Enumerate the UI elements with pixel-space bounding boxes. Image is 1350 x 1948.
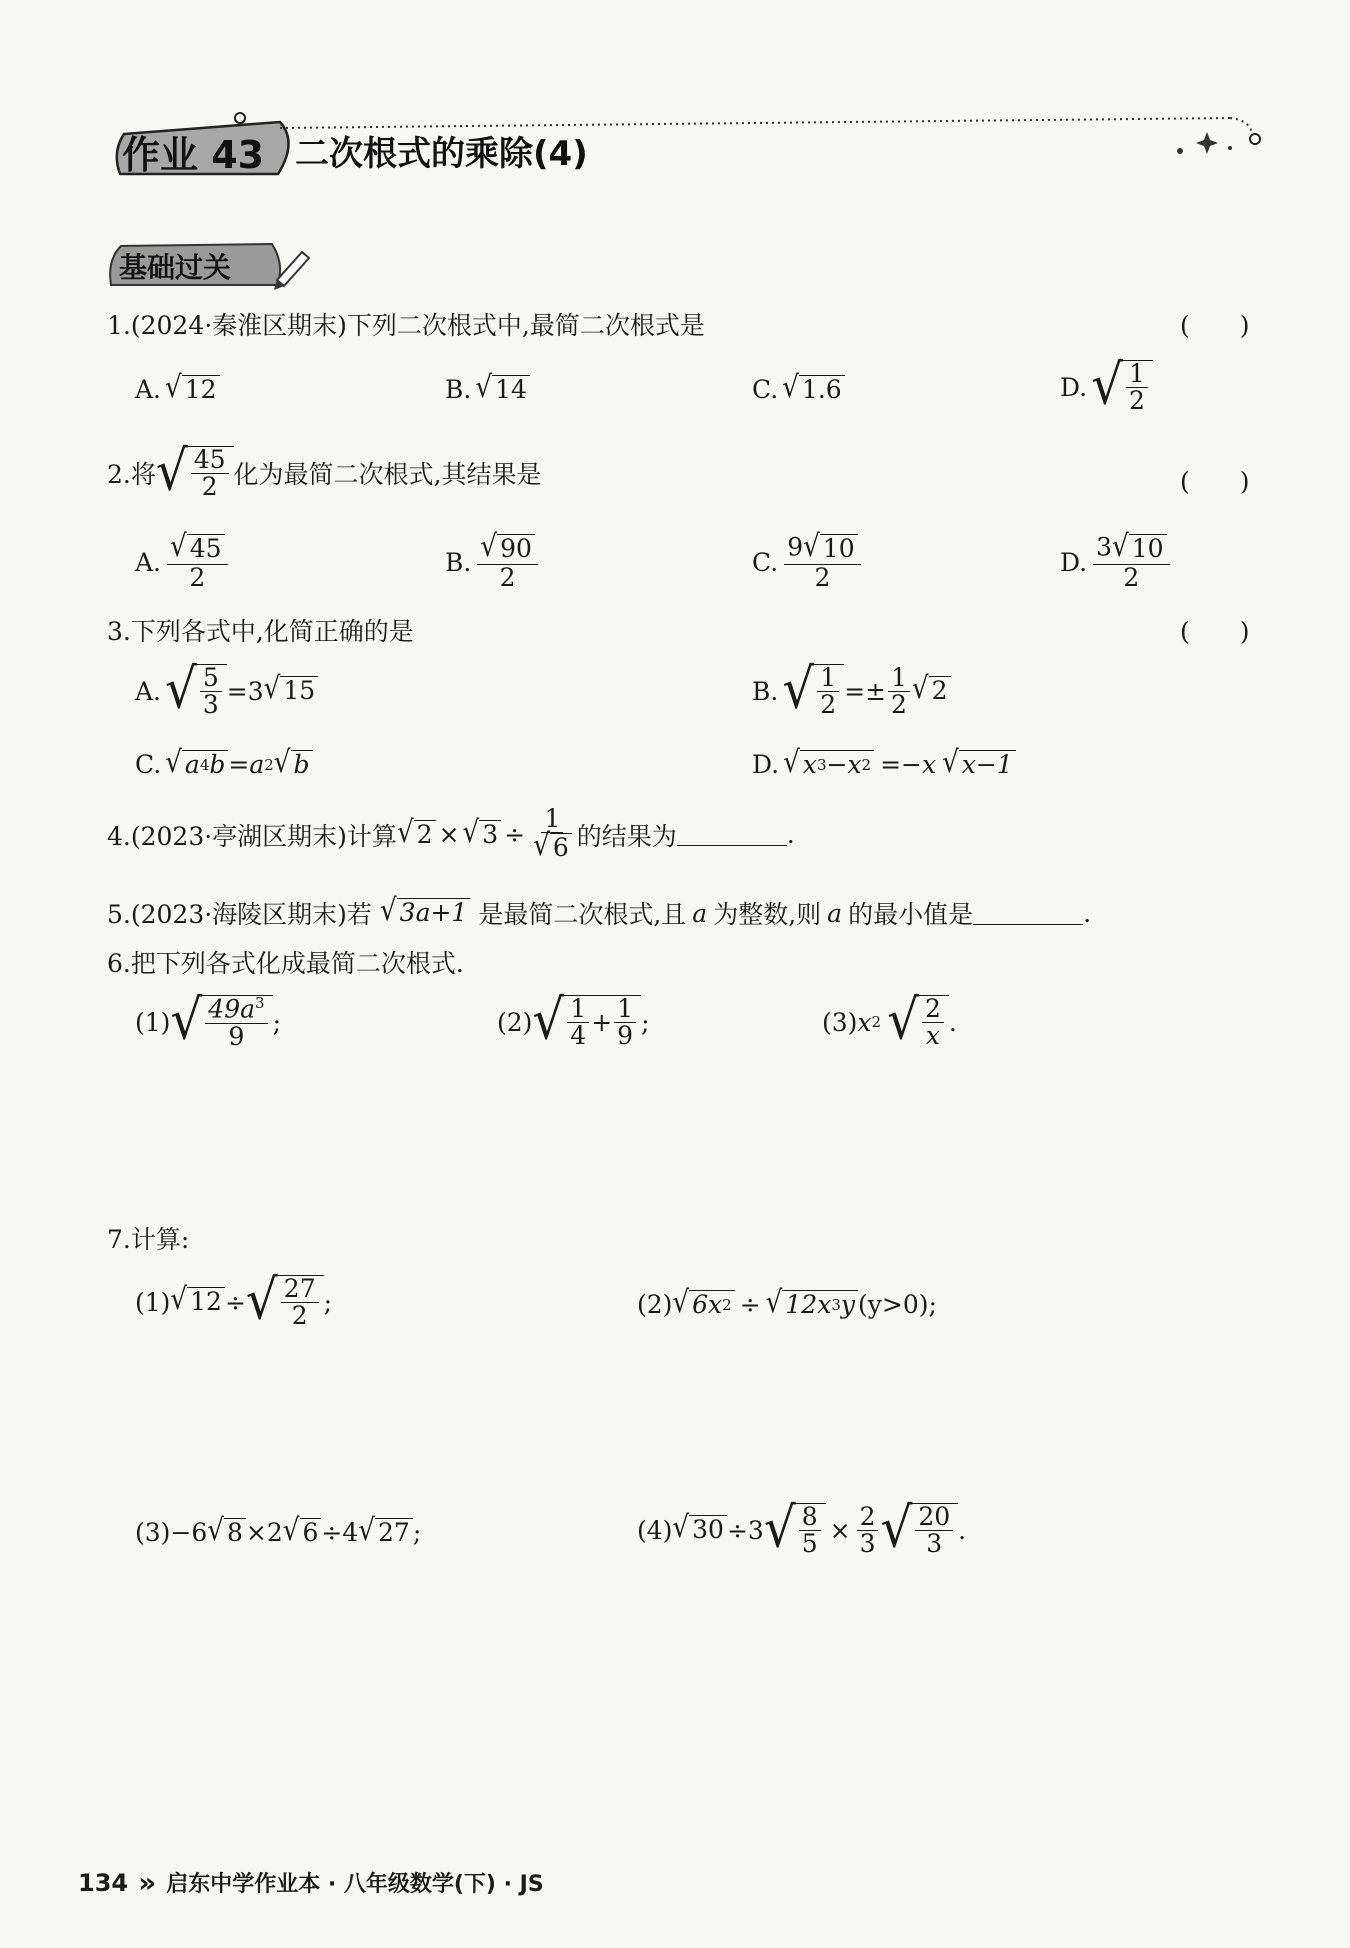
q7-part-4: (4) √ 30 ÷3 √ $\frac{8}{5}$ × $\frac{2}{3}$ √ $\frac{20}{3}$ .	[637, 1495, 967, 1560]
q7-part-3: (3)−6 √ 8 ×2 √ 6 ÷4 √ 27 ;	[135, 1513, 422, 1548]
q3-option-c: C. √ a 4 b =a 2 √ b	[135, 750, 313, 780]
section-badge	[107, 240, 312, 290]
section-label: 基础过关	[119, 251, 232, 284]
answer-blank-5[interactable]	[973, 902, 1083, 925]
page-title: 二次根式的乘除(4)	[295, 134, 588, 174]
answer-paren-3[interactable]: ( )	[1180, 617, 1250, 646]
assignment-header	[110, 112, 1270, 187]
q7-part-1: (1) √ 12 ÷ √ $\frac{27}{2}$ ;	[135, 1267, 333, 1332]
q6-part-2: (2) √ $\frac{1}{4}$ + $\frac{1}{9}$ ;	[497, 987, 650, 1052]
page-footer	[78, 1866, 544, 1899]
q6-part-1: (1) √ $\frac{49a^3}{9}$ ;	[135, 987, 281, 1052]
question-2-stem: 2.将 √ $\frac{45}{2}$ 化为最简二次根式,其结果是	[107, 438, 542, 503]
q1-option-c: C. √ 1.6	[752, 375, 845, 405]
question-1-stem: 1.(2024·秦淮区期末)下列二次根式中,最简二次根式是	[107, 311, 705, 340]
q2-option-b: B. √ 90 2	[445, 534, 540, 591]
question-7-stem: 7.计算:	[107, 1225, 190, 1254]
q1-option-a: A. √ 12	[135, 375, 220, 405]
q2-option-d: D. 3 √ 10 2	[1060, 534, 1172, 591]
q3-option-d: D. √ x 3 −x 2 =−x √ x−1	[752, 750, 1016, 780]
q2-option-c: C. 9 √ 10 2	[752, 534, 863, 591]
question-5: 5.(2023·海陵区期末)若 √ 3a+1 是最简二次根式,且 a 为整数,则 a 的最小值是 .	[107, 893, 1092, 929]
double-arrow-icon: »	[138, 1866, 157, 1899]
q1-option-d: D. √ $\frac{1}{2}$	[1060, 360, 1153, 415]
question-3-stem: 3.下列各式中,化简正确的是	[107, 617, 414, 646]
book-title: 启东中学作业本 · 八年级数学(下) · JS	[166, 1872, 544, 1897]
page-number: 134	[78, 1868, 129, 1897]
q6-part-3: (3) x 2 √ $\frac{2}{x}$ .	[822, 987, 957, 1052]
answer-paren-2[interactable]: ( )	[1180, 467, 1250, 496]
assignment-badge: 作业 43	[122, 133, 265, 177]
answer-blank-4[interactable]	[677, 823, 787, 846]
answer-paren-1[interactable]: ( )	[1180, 311, 1250, 340]
q3-option-b: B. √ $\frac{1}{2}$ =± $\frac{1}{2}$ √ 2	[752, 664, 951, 719]
question-6-stem: 6.把下列各式化成最简二次根式.	[107, 949, 464, 978]
q7-part-2: (2) √ 6x 2 ÷ √ 12x 3 y (y>0);	[637, 1285, 937, 1320]
q2-option-a: A. √ 45 2	[135, 534, 230, 591]
q1-option-b: B. √ 14	[445, 375, 530, 405]
question-4: 4.(2023·亭湖区期末)计算 √ 2 × √ 3 ÷ 1 √ 6 的结果为 .	[107, 804, 795, 864]
q3-option-a: A. √ $\frac{5}{3}$ =3 √ 15	[135, 664, 318, 719]
header-decoration	[110, 112, 1270, 187]
